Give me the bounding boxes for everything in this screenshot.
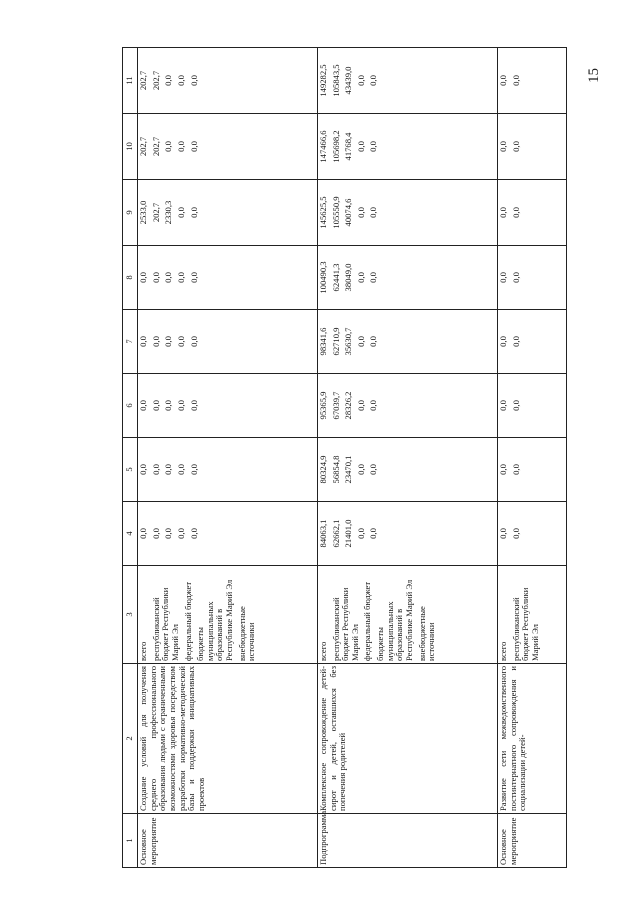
value-cell — [497, 246, 566, 310]
value: 0,0 — [150, 528, 161, 539]
header-cell: 2 — [123, 664, 138, 814]
value: 0,0 — [175, 528, 186, 539]
table-row — [497, 48, 566, 868]
value: 105550,9 — [330, 196, 341, 229]
value: 0,0 — [355, 207, 366, 218]
value: 35630,7 — [343, 327, 354, 356]
value: 0,0 — [175, 141, 186, 152]
value: 0,0 — [138, 528, 148, 539]
funding-source: всего — [138, 641, 148, 661]
value-cell — [497, 48, 566, 114]
funding-source: республиканский бюджет Республики Марий Эл — [510, 587, 540, 661]
value: 2533,0 — [138, 200, 148, 225]
value: 0,0 — [150, 272, 161, 283]
budget-table — [122, 47, 567, 868]
funding-source: всего — [317, 641, 328, 661]
header-cell: 3 — [123, 566, 138, 664]
value: 0,0 — [497, 464, 508, 475]
value: 0,0 — [150, 336, 161, 347]
funding-source: внебюджетные источники — [236, 606, 257, 661]
value: 0,0 — [368, 141, 379, 152]
value: 0,0 — [188, 336, 199, 347]
value-cell — [497, 438, 566, 502]
value: 0,0 — [188, 272, 199, 283]
value: 0,0 — [497, 336, 508, 347]
item-type-cell: Основное мероприятие — [138, 814, 318, 868]
value-cell — [317, 374, 497, 438]
value-cell — [317, 246, 497, 310]
value: 0,0 — [510, 75, 521, 86]
header-cell: 5 — [123, 438, 138, 502]
value: 0,0 — [138, 464, 148, 475]
header-cell: 6 — [123, 374, 138, 438]
value: 0,0 — [188, 528, 199, 539]
header-cell: 7 — [123, 310, 138, 374]
value: 202,7 — [150, 202, 161, 223]
value: 0,0 — [355, 336, 366, 347]
value: 0,0 — [368, 75, 379, 86]
value: 0,0 — [175, 75, 186, 86]
value-cell — [138, 114, 318, 180]
value: 0,0 — [355, 75, 366, 86]
item-type-cell: Основное мероприятие — [497, 814, 566, 868]
value-cell — [317, 502, 497, 566]
value: 0,0 — [497, 272, 508, 283]
value: 62710,9 — [330, 327, 341, 356]
header-row — [123, 48, 138, 868]
value-cell — [138, 180, 318, 246]
funding-source: бюджеты муниципальных образований в Республике Марий Эл — [375, 579, 414, 661]
value: 0,0 — [163, 528, 174, 539]
value: 0,0 — [138, 400, 148, 411]
header-cell: 8 — [123, 246, 138, 310]
value: 105698,2 — [330, 130, 341, 163]
value: 95365,9 — [317, 391, 328, 420]
funding-source: всего — [497, 641, 508, 661]
value: 0,0 — [138, 272, 148, 283]
value: 80324,9 — [317, 455, 328, 484]
header-cell: 9 — [123, 180, 138, 246]
value: 0,0 — [163, 272, 174, 283]
value: 0,0 — [510, 400, 521, 411]
item-name-cell: Развитие сети межведомственного постинтернатного сопровождения и социализации детей- — [497, 664, 566, 814]
value: 0,0 — [368, 207, 379, 218]
header-cell: 4 — [123, 502, 138, 566]
value: 0,0 — [150, 464, 161, 475]
value: 0,0 — [497, 75, 508, 86]
value: 0,0 — [355, 141, 366, 152]
item-name-cell: Комплексное сопровождение детей-сирот и детей, оставшихся без попечения родителей — [317, 664, 497, 814]
value-cell — [317, 180, 497, 246]
value: 0,0 — [368, 400, 379, 411]
funding-source: федеральный бюджет — [182, 581, 193, 661]
source-cell — [138, 566, 318, 664]
value: 0,0 — [163, 141, 174, 152]
value: 62662,1 — [330, 519, 341, 548]
value-cell — [497, 502, 566, 566]
item-type-cell: Подпрограмма — [317, 814, 497, 868]
value-cell — [138, 502, 318, 566]
value: 0,0 — [510, 336, 521, 347]
value: 40074,6 — [343, 198, 354, 227]
value: 0,0 — [150, 400, 161, 411]
header-cell: 11 — [123, 48, 138, 114]
value-cell — [138, 48, 318, 114]
funding-source: республиканский бюджет Республики Марий Эл — [150, 587, 180, 661]
value: 67039,7 — [330, 391, 341, 420]
value: 0,0 — [175, 272, 186, 283]
value: 0,0 — [368, 336, 379, 347]
value-cell — [317, 310, 497, 374]
page-number: 15 — [586, 68, 602, 83]
value: 0,0 — [510, 141, 521, 152]
value: 0,0 — [510, 207, 521, 218]
value: 145625,5 — [317, 196, 328, 229]
value: 105843,5 — [330, 64, 341, 97]
value-cell — [138, 438, 318, 502]
value-cell — [138, 310, 318, 374]
funding-source: бюджеты муниципальных образований в Республике Марий Эл — [195, 579, 234, 661]
value: 0,0 — [163, 75, 174, 86]
value-cell — [497, 374, 566, 438]
item-name-cell: Создание условий для получения среднего профессионального образования людьми с ограниченными возможностями здоровья посредством разработки нормативно-методической базы и поддержки инициативных проектов — [138, 664, 318, 814]
value: 0,0 — [188, 400, 199, 411]
value: 21401,0 — [343, 519, 354, 548]
value: 0,0 — [510, 464, 521, 475]
value: 0,0 — [510, 272, 521, 283]
value: 62441,3 — [330, 263, 341, 292]
value-cell — [497, 180, 566, 246]
value: 0,0 — [188, 464, 199, 475]
value-cell — [497, 114, 566, 180]
value-cell — [138, 246, 318, 310]
value: 0,0 — [138, 336, 148, 347]
value: 0,0 — [188, 141, 199, 152]
value: 0,0 — [188, 207, 199, 218]
value: 0,0 — [497, 400, 508, 411]
funding-source: внебюджетные источники — [416, 606, 437, 661]
value: 202,7 — [138, 136, 148, 157]
value: 0,0 — [368, 528, 379, 539]
value: 0,0 — [175, 207, 186, 218]
value: 0,0 — [163, 336, 174, 347]
value: 98341,6 — [317, 327, 328, 356]
value: 43439,0 — [343, 66, 354, 95]
value-cell — [138, 374, 318, 438]
value: 41768,4 — [343, 132, 354, 161]
value: 0,0 — [368, 464, 379, 475]
value-cell — [317, 48, 497, 114]
value: 0,0 — [510, 528, 521, 539]
value: 56854,8 — [330, 455, 341, 484]
rotated-table-container — [122, 48, 567, 868]
value: 0,0 — [355, 272, 366, 283]
header-cell: 1 — [123, 814, 138, 868]
value-cell — [317, 114, 497, 180]
value: 0,0 — [497, 528, 508, 539]
value: 2330,3 — [163, 200, 174, 225]
value: 149282,5 — [317, 64, 328, 97]
table-row — [138, 48, 318, 868]
value: 0,0 — [355, 528, 366, 539]
value: 0,0 — [188, 75, 199, 86]
source-cell — [317, 566, 497, 664]
value-cell — [497, 310, 566, 374]
value: 0,0 — [163, 400, 174, 411]
value: 0,0 — [355, 400, 366, 411]
value: 84063,1 — [317, 519, 328, 548]
funding-source: республиканский бюджет Республики Марий Эл — [330, 587, 360, 661]
value: 0,0 — [163, 464, 174, 475]
value: 0,0 — [497, 207, 508, 218]
value: 147466,6 — [317, 130, 328, 163]
value: 0,0 — [368, 272, 379, 283]
source-cell — [497, 566, 566, 664]
value-cell — [317, 438, 497, 502]
header-cell: 10 — [123, 114, 138, 180]
value: 0,0 — [355, 464, 366, 475]
funding-source: федеральный бюджет — [362, 581, 373, 661]
value: 0,0 — [497, 141, 508, 152]
value: 23470,1 — [343, 455, 354, 484]
value: 100490,3 — [317, 261, 328, 294]
value: 38049,0 — [343, 263, 354, 292]
value: 202,7 — [138, 70, 148, 91]
value: 202,7 — [150, 136, 161, 157]
value: 0,0 — [175, 336, 186, 347]
value: 0,0 — [175, 400, 186, 411]
value: 0,0 — [175, 464, 186, 475]
value: 202,7 — [150, 70, 161, 91]
value: 28326,2 — [343, 391, 354, 420]
table-row — [317, 48, 497, 868]
